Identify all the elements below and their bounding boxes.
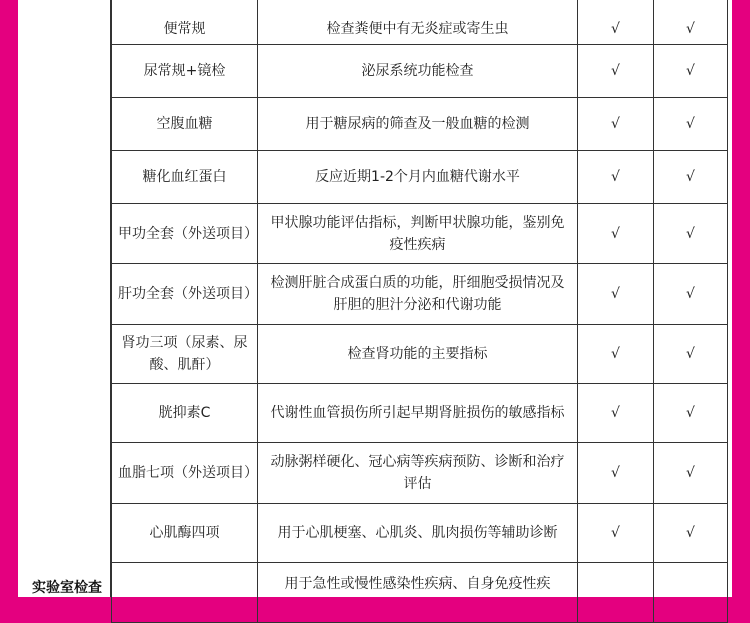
item-description: 反应近期1-2个月内血糖代谢水平 bbox=[258, 151, 578, 204]
check-mark bbox=[654, 563, 728, 623]
check-mark: √ bbox=[654, 325, 728, 384]
item-description: 检测肝脏合成蛋白质的功能，肝细胞受损情况及肝胆的胆汁分泌和代谢功能 bbox=[258, 264, 578, 325]
check-mark: √ bbox=[578, 504, 654, 563]
table-row bbox=[112, 443, 728, 504]
item-name: 甲功全套（外送项目） bbox=[112, 204, 258, 264]
check-mark: √ bbox=[654, 45, 728, 98]
check-mark: √ bbox=[654, 204, 728, 264]
check-mark: √ bbox=[578, 151, 654, 204]
table-row bbox=[112, 204, 728, 264]
item-description: 检查肾功能的主要指标 bbox=[258, 325, 578, 384]
check-mark: √ bbox=[654, 384, 728, 443]
table-row bbox=[112, 384, 728, 443]
table-row bbox=[112, 325, 728, 384]
item-description: 代谢性血管损伤所引起早期肾脏损伤的敏感指标 bbox=[258, 384, 578, 443]
item-name: 胱抑素C bbox=[112, 384, 258, 443]
item-description: 检查粪便中有无炎症或寄生虫 bbox=[258, 0, 578, 45]
category-label: 实验室检查 bbox=[32, 580, 102, 596]
item-description: 动脉粥样硬化、冠心病等疾病预防、诊断和治疗评估 bbox=[258, 443, 578, 504]
item-name: 尿常规+镜检 bbox=[112, 45, 258, 98]
item-name: 空腹血糖 bbox=[112, 98, 258, 151]
check-mark: √ bbox=[578, 264, 654, 325]
item-description: 甲状腺功能评估指标，判断甲状腺功能，鉴别免疫性疾病 bbox=[258, 204, 578, 264]
item-description: 用于急性或慢性感染性疾病、自身免疫性疾 bbox=[258, 563, 578, 623]
table-row bbox=[112, 151, 728, 204]
table-row bbox=[112, 45, 728, 98]
item-description: 用于心肌梗塞、心肌炎、肌肉损伤等辅助诊断 bbox=[258, 504, 578, 563]
check-mark bbox=[578, 563, 654, 623]
item-description: 用于糖尿病的筛查及一般血糖的检测 bbox=[258, 98, 578, 151]
check-mark: √ bbox=[578, 204, 654, 264]
table-row bbox=[112, 504, 728, 563]
item-name: 心肌酶四项 bbox=[112, 504, 258, 563]
check-mark: √ bbox=[654, 443, 728, 504]
item-name: 便常规 bbox=[112, 0, 258, 45]
check-mark: √ bbox=[578, 325, 654, 384]
check-mark: √ bbox=[654, 151, 728, 204]
check-mark: √ bbox=[654, 0, 728, 45]
check-mark: √ bbox=[578, 0, 654, 45]
check-mark: √ bbox=[578, 384, 654, 443]
exam-items-table bbox=[111, 0, 728, 623]
table-row bbox=[112, 563, 728, 623]
table-row bbox=[112, 264, 728, 325]
check-mark: √ bbox=[654, 504, 728, 563]
check-mark: √ bbox=[578, 45, 654, 98]
check-mark: √ bbox=[578, 98, 654, 151]
item-description: 泌尿系统功能检查 bbox=[258, 45, 578, 98]
table-row bbox=[112, 0, 728, 45]
check-mark: √ bbox=[654, 264, 728, 325]
check-mark: √ bbox=[578, 443, 654, 504]
category-column bbox=[22, 0, 111, 597]
item-name: 血脂七项（外送项目） bbox=[112, 443, 258, 504]
item-name: 肾功三项（尿素、尿酸、肌酐） bbox=[112, 325, 258, 384]
item-name: 肝功全套（外送项目） bbox=[112, 264, 258, 325]
table-row bbox=[112, 98, 728, 151]
item-name: 糖化血红蛋白 bbox=[112, 151, 258, 204]
check-mark: √ bbox=[654, 98, 728, 151]
item-name bbox=[112, 563, 258, 623]
